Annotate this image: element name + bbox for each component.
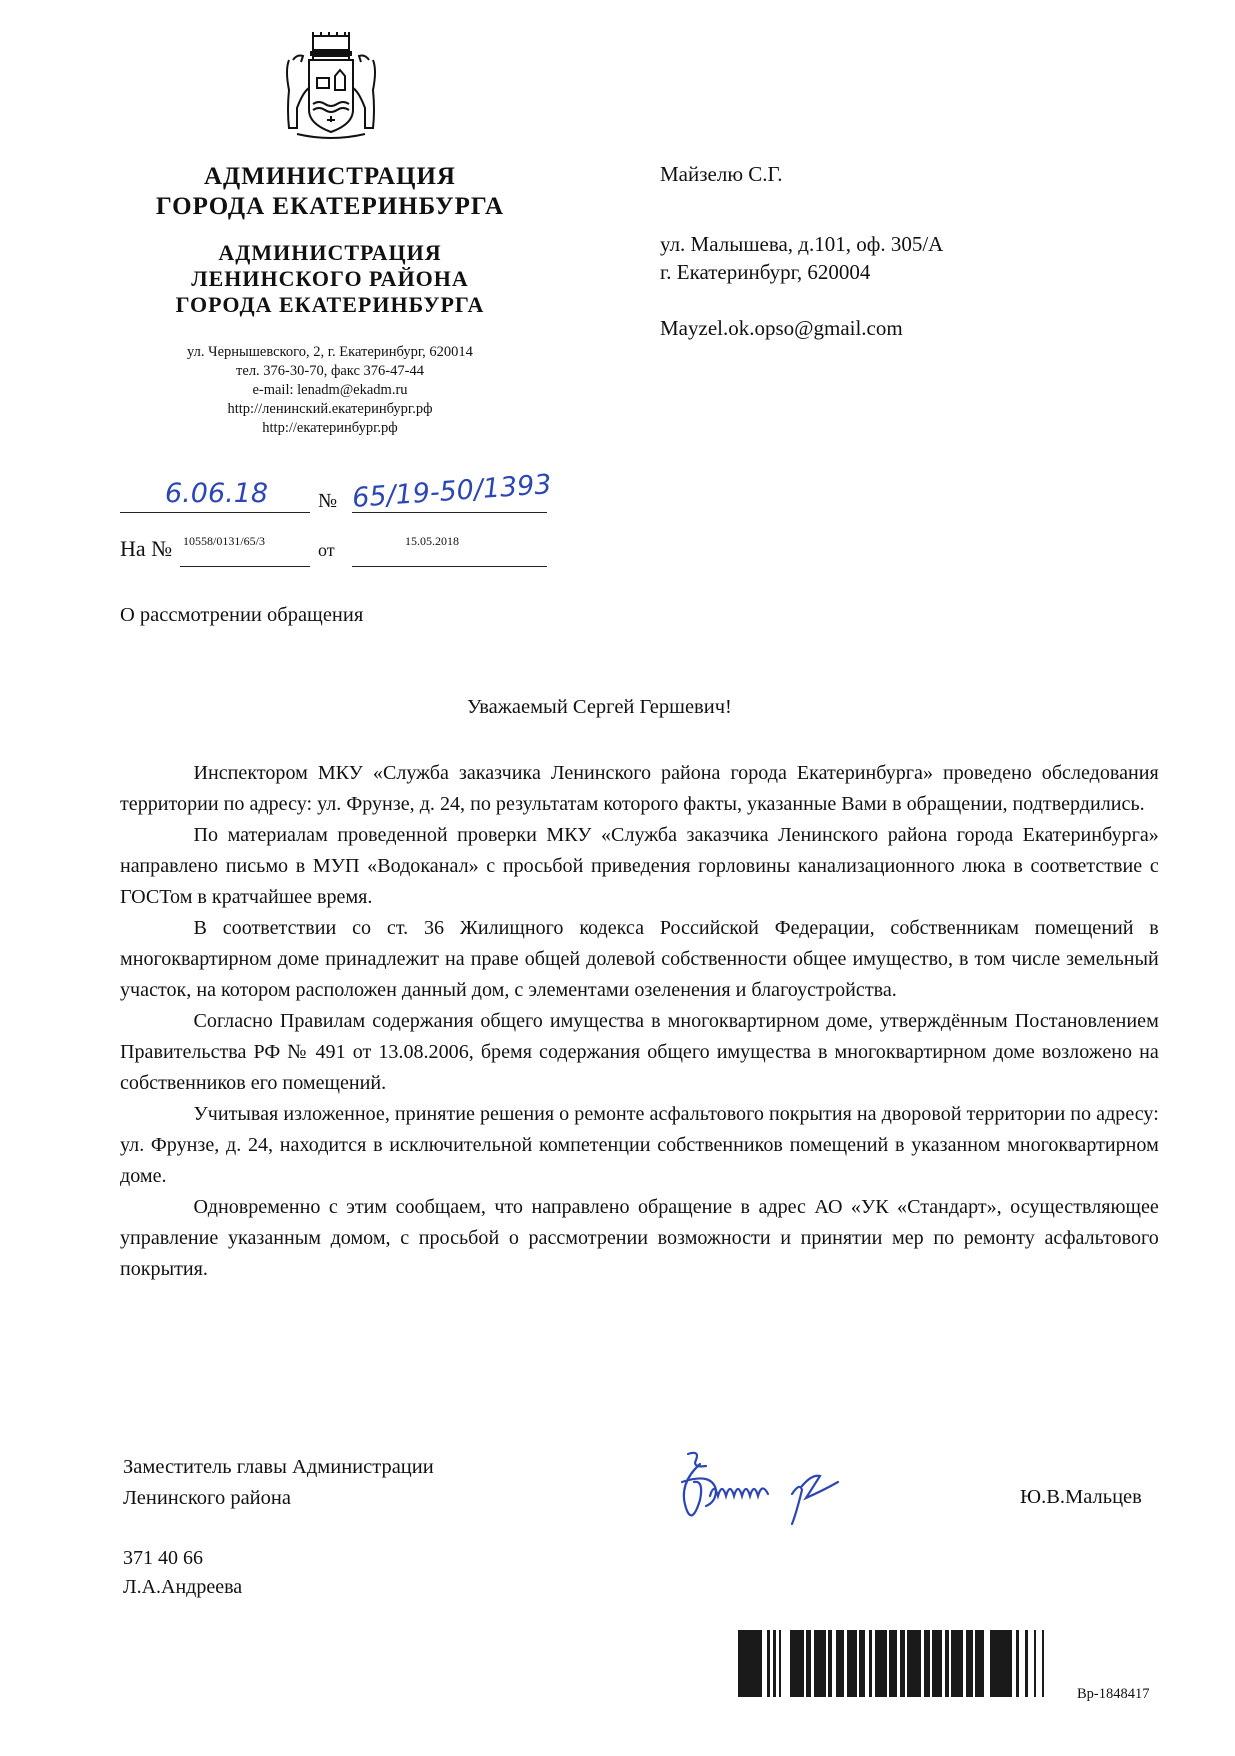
org-website-district: http://ленинский.екатеринбург.рф [227, 401, 433, 417]
letter-subject: О рассмотрении обращения [120, 604, 364, 626]
reply-to-label: На № [120, 536, 173, 561]
handwritten-signature-icon [660, 1446, 890, 1536]
body-paragraph-3: В соответствии со ст. 36 Жилищного кодекса Российской Федерации, собственникам помещений в многоквартирном доме принадлежит на праве общей долевой собственности общее имущество, в том числе земельный участок, на котором расположен данный дом, с элементами озеленения и благоустройства. [120, 917, 1159, 1001]
reply-date-underline [352, 566, 547, 567]
signatory-position [123, 1452, 434, 1514]
number-sign: № [318, 490, 338, 512]
org-name-block [125, 162, 535, 222]
body-paragraph-2: По материалам проведенной проверки МКУ «Служба заказчика Ленинского района города Екатеринбурга» направлено письмо в МУП «Водоканал» с просьбой приведения горловины канализационного люка в соответствие с ГОСТом в кратчайшее время. [120, 824, 1159, 908]
reply-to-date: 15.05.2018 [405, 534, 459, 548]
sub-org-line2: ЛЕНИНСКОГО РАЙОНА [191, 266, 469, 291]
executor-phone: 371 40 66 [123, 1547, 203, 1569]
body-paragraph-1: Инспектором МКУ «Служба заказчика Ленинского района города Екатеринбурга» проведено обследования территории по адресу: ул. Фрунзе, д. 24, по результатам которого факты, указанные Вами в обращении, подтвердились. [120, 762, 1159, 815]
number-underline [352, 512, 547, 513]
body-paragraph-4: Согласно Правилам содержания общего имущества в многоквартирном доме, утверждённым Постановлением Правительства РФ № 491 от 13.08.2006, бремя содержания общего имущества в многоквартирном доме возложено на собственников его помещений. [120, 1010, 1159, 1094]
reply-number-underline [180, 566, 310, 567]
coat-of-arms-emblem [273, 30, 388, 145]
org-website-city: http://екатеринбург.рф [262, 420, 398, 436]
letter-body [120, 758, 1159, 1285]
org-name-line1: АДМИНИСТРАЦИЯ [204, 163, 456, 190]
body-paragraph-5: Учитывая изложенное, принятие решения о ремонте асфальтового покрытия на дворовой территории по адресу: ул. Фрунзе, д. 24, находится в исключительной компетенции собственников помещений в указанном многоквартирном доме. [120, 1103, 1159, 1187]
signatory-position-line2: Ленинского района [123, 1487, 291, 1509]
date-underline [120, 512, 310, 513]
reply-to-number: 10558/0131/65/3 [183, 534, 266, 548]
yekaterinburg-coat-of-arms-icon [273, 30, 388, 145]
org-phone-fax: тел. 376-30-70, факс 376-47-44 [236, 363, 424, 379]
recipient-address-line2: г. Екатеринбург, 620004 [660, 260, 871, 284]
recipient-email: Mayzel.ok.opso@gmail.com [660, 316, 903, 340]
recipient-name: Майзелю С.Г. [660, 162, 783, 186]
org-address: ул. Чернышевского, 2, г. Екатеринбург, 620014 [187, 344, 473, 360]
sub-org-line3: ГОРОДА ЕКАТЕРИНБУРГА [175, 292, 485, 317]
body-paragraph-6: Одновременно с этим сообщаем, что направлено обращение в адрес АО «УК «Стандарт», осуществляющее управление указанным домом, с просьбой о рассмотрении возможности и принятии мер по ремонту асфальтового покрытия. [120, 1196, 1159, 1280]
org-contacts [125, 343, 535, 438]
outgoing-number-handwritten: 65/19-50/1393 [351, 469, 553, 514]
sub-org-name-block [125, 240, 535, 318]
outgoing-date-handwritten: 6.06.18 [165, 478, 269, 509]
signatory-position-line1: Заместитель главы Администрации [123, 1456, 434, 1478]
sub-org-line1: АДМИНИСТРАЦИЯ [218, 240, 442, 265]
salutation: Уважаемый Сергей Гершевич! [467, 696, 732, 718]
signatory-name: Ю.В.Мальцев [1020, 1486, 1142, 1508]
from-label: от [318, 540, 335, 560]
pdf417-barcode-icon [738, 1630, 1044, 1697]
recipient-block [660, 160, 943, 342]
executor-name: Л.А.Андреева [123, 1576, 243, 1598]
recipient-address-line1: ул. Малышева, д.101, оф. 305/А [660, 232, 944, 256]
registration-code: Вр-1848417 [1077, 1686, 1150, 1702]
org-email: e-mail: lenadm@ekadm.ru [252, 382, 408, 398]
executor-block [123, 1544, 242, 1602]
org-name-line2: ГОРОДА ЕКАТЕРИНБУРГА [155, 193, 505, 220]
signature [660, 1446, 890, 1541]
